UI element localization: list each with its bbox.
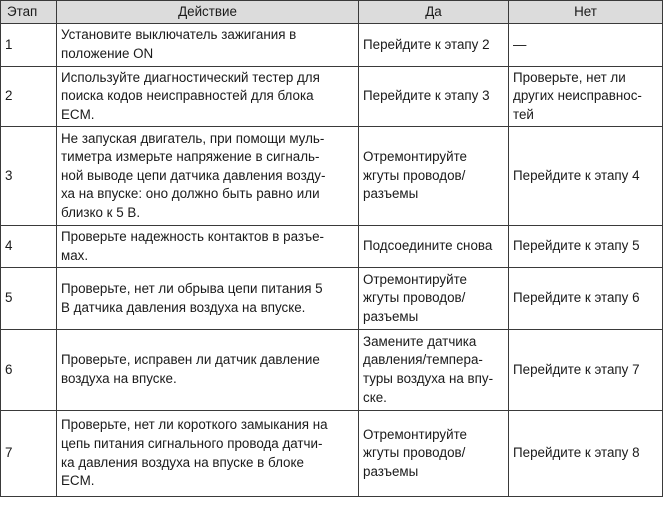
table-row [1,330,663,411]
yes-cell: Отремонтируйте жгуты проводов/ разъемы [359,411,509,497]
no-cell: Перейдите к этапу 8 [509,411,663,497]
action-cell: Не запуская двигатель, при помощи муль- тиметра измерьте напряжение в сигналь- ной выводе цепи датчика давления возду- ха на впуске: оно должно быть равно или близко к 5 В. [57,127,359,226]
yes-cell: Перейдите к этапу 2 [359,24,509,67]
no-cell: — [509,24,663,67]
step-number: 1 [1,24,57,67]
yes-cell: Отремонтируйте жгуты проводов/ разъемы [359,127,509,226]
no-cell: Перейдите к этапу 5 [509,226,663,268]
table-row [1,411,663,497]
action-cell: Проверьте надежность контактов в разъе- мах. [57,226,359,268]
step-number: 2 [1,67,57,127]
header-no: Нет [509,1,663,24]
table-row [1,268,663,330]
yes-cell: Замените датчика давления/темпера- туры воздуха на впу- ске. [359,330,509,411]
action-cell: Проверьте, нет ли обрыва цепи питания 5 В датчика давления воздуха на впуске. [57,268,359,330]
step-number: 4 [1,226,57,268]
step-number: 5 [1,268,57,330]
yes-cell: Отремонтируйте жгуты проводов/ разъемы [359,268,509,330]
header-yes: Да [359,1,509,24]
header-step: Этап [1,1,57,24]
table-header [1,1,663,24]
no-cell: Перейдите к этапу 6 [509,268,663,330]
table-row [1,127,663,226]
no-cell: Перейдите к этапу 7 [509,330,663,411]
action-cell: Установите выключатель зажигания в положение ON [57,24,359,67]
table-body [1,24,663,497]
table-row [1,226,663,268]
header-action: Действие [57,1,359,24]
action-cell: Проверьте, исправен ли датчик давление воздуха на впуске. [57,330,359,411]
step-number: 6 [1,330,57,411]
action-cell: Проверьте, нет ли короткого замыкания на цепь питания сигнального провода датчи- ка давления воздуха на впуске в блоке ECM. [57,411,359,497]
no-cell: Проверьте, нет ли других неисправнос- тей [509,67,663,127]
table-row [1,67,663,127]
step-number: 3 [1,127,57,226]
step-number: 7 [1,411,57,497]
action-cell: Используйте диагностический тестер для поиска кодов неисправностей для блока ECM. [57,67,359,127]
yes-cell: Подсоедините снова [359,226,509,268]
no-cell: Перейдите к этапу 4 [509,127,663,226]
table-row [1,24,663,67]
header-row [1,1,663,24]
yes-cell: Перейдите к этапу 3 [359,67,509,127]
